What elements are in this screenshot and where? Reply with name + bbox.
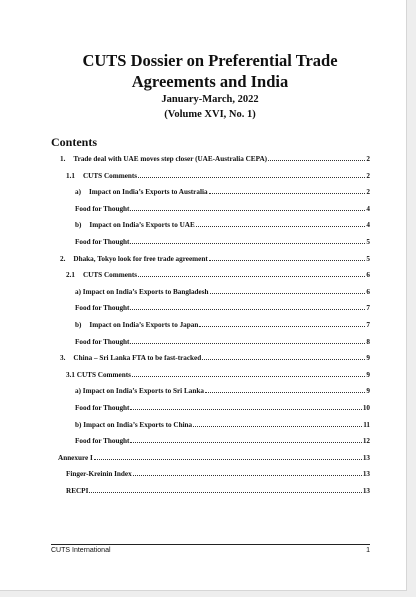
toc-entry-title: Food for Thought	[75, 337, 130, 346]
toc-entry-title: CUTS Comments	[82, 171, 138, 180]
document-title-line-1: CUTS Dossier on Preferential Trade	[82, 51, 338, 70]
toc-entry-page: 9	[366, 387, 370, 396]
toc-dot-leader	[199, 320, 365, 327]
toc-entry[interactable]	[66, 370, 370, 380]
toc-entry-title: CUTS Comments	[82, 271, 138, 280]
toc-entry-title: a) Impact on India’s Exports to Sri Lanka	[75, 387, 204, 396]
toc-dot-leader	[210, 287, 366, 294]
toc-entry-page: 6	[366, 287, 370, 296]
toc-entry-title: b) Impact on India’s Exports to China	[75, 420, 193, 429]
footer-divider	[51, 544, 370, 545]
toc-entry-title: Food for Thought	[75, 304, 130, 313]
toc-entry-page: 9	[366, 370, 370, 379]
toc-dot-leader	[133, 469, 362, 476]
toc-entry-page: 13	[362, 470, 370, 479]
toc-entry-title: Food for Thought	[75, 404, 130, 412]
toc-entry[interactable]	[60, 353, 370, 363]
toc-entry-number: 2.1	[66, 271, 75, 280]
toc-dot-leader	[205, 386, 365, 393]
toc-dot-leader	[89, 486, 361, 493]
toc-entry[interactable]	[75, 220, 370, 230]
toc-dot-leader	[138, 171, 365, 178]
toc-entry[interactable]	[66, 486, 370, 496]
toc-entry[interactable]	[75, 386, 370, 396]
toc-entry-page: 2	[366, 171, 370, 180]
toc-entry[interactable]	[75, 337, 370, 347]
document-volume: (Volume XVI, No. 1)	[164, 109, 256, 120]
toc-entry-page: 6	[366, 271, 370, 280]
toc-dot-leader	[193, 420, 362, 427]
toc-entry[interactable]	[66, 469, 370, 479]
toc-dot-leader	[130, 303, 365, 310]
footer-organization: CUTS International	[51, 547, 111, 554]
toc-entry-title: Food for Thought	[75, 437, 130, 446]
toc-entry-page: 11	[363, 420, 370, 429]
toc-entry[interactable]	[75, 187, 370, 197]
toc-entry-page: 7	[366, 321, 370, 329]
toc-entry[interactable]	[75, 403, 370, 413]
footer-page-number: 1	[366, 547, 370, 554]
toc-entry-page: 2	[366, 188, 370, 197]
toc-dot-leader	[268, 154, 365, 161]
toc-entry[interactable]	[75, 420, 370, 430]
toc-entry[interactable]	[75, 204, 370, 214]
toc-entry[interactable]	[60, 254, 370, 264]
toc-entry-title: Trade deal with UAE moves step closer (UAE-Australia CEPA)	[73, 155, 268, 163]
toc-entry-title: a) Impact on India’s Exports to Bangladesh	[75, 287, 209, 296]
toc-entry-title: 3.1 CUTS Comments	[66, 370, 131, 379]
toc-dot-leader	[132, 370, 366, 377]
toc-entry[interactable]	[66, 270, 370, 280]
toc-dot-leader	[202, 353, 365, 360]
toc-dot-leader	[209, 254, 366, 261]
toc-entry-page: 7	[366, 304, 370, 313]
toc-entry-page: 2	[366, 155, 370, 163]
toc-entry-number: a)	[75, 188, 81, 197]
toc-dot-leader	[138, 270, 365, 277]
toc-dot-leader	[130, 204, 365, 211]
toc-entry-page: 13	[362, 453, 370, 462]
toc-entry-title: Finger-Kreinin Index	[66, 470, 132, 479]
toc-entry[interactable]	[75, 287, 370, 297]
toc-dot-leader	[130, 403, 361, 410]
toc-entry-number: 3.	[60, 354, 66, 363]
toc-entry[interactable]	[75, 320, 370, 330]
toc-entry[interactable]	[75, 237, 370, 247]
toc-entry-page: 13	[362, 487, 370, 495]
toc-entry-page: 10	[362, 404, 370, 412]
toc-entry-title: Food for Thought	[75, 204, 130, 213]
toc-entry[interactable]	[66, 171, 370, 181]
toc-entry-title: Impact on India’s Exports to UAE	[89, 221, 195, 230]
toc-entry[interactable]	[60, 154, 370, 164]
toc-entry-number: 1.	[60, 155, 66, 163]
toc-entry[interactable]	[75, 436, 370, 446]
toc-entry-page: 4	[366, 204, 370, 213]
toc-entry-title: Dhaka, Tokyo look for free trade agreement	[73, 254, 208, 263]
toc-entry-page: 4	[366, 221, 370, 230]
document-period: January-March, 2022	[161, 94, 259, 105]
toc-entry-page: 12	[362, 437, 370, 446]
toc-dot-leader	[196, 220, 366, 227]
toc-entry-number: 1.1	[66, 171, 75, 180]
toc-dot-leader	[130, 436, 361, 443]
toc-entry-title: Annexure I	[58, 453, 93, 462]
toc-entry-page: 8	[366, 337, 370, 346]
toc-entry-number: 2.	[60, 254, 66, 263]
toc-entry[interactable]	[75, 303, 370, 313]
toc-entry-title: Impact on India’s Exports to Japan	[89, 321, 199, 329]
toc-entry-title: Food for Thought	[75, 238, 130, 246]
toc-entry-title: RECPI	[66, 487, 89, 495]
toc-dot-leader	[209, 187, 366, 194]
document-title-line-2: Agreements and India	[131, 72, 289, 91]
contents-heading: Contents	[51, 135, 98, 149]
toc-entry[interactable]	[58, 453, 370, 463]
toc-entry-page: 9	[366, 354, 370, 363]
toc-entry-title: Impact on India’s Exports to Australia	[89, 188, 208, 197]
toc-entry-title: China – Sri Lanka FTA to be fast-tracked	[73, 354, 202, 363]
toc-entry-page: 5	[366, 238, 370, 246]
toc-dot-leader	[94, 453, 362, 460]
toc-entry-number: b)	[75, 221, 82, 230]
toc-dot-leader	[130, 237, 365, 244]
toc-entry-number: b)	[75, 321, 82, 329]
toc-entry-page: 5	[366, 254, 370, 263]
toc-dot-leader	[130, 337, 365, 344]
